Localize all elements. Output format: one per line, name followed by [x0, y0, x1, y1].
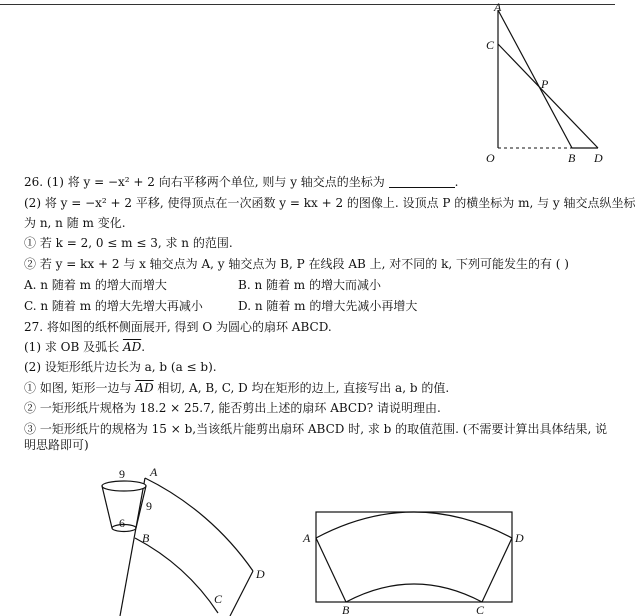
segment-cd	[498, 44, 598, 148]
cup-label-C: C	[214, 592, 223, 606]
q27-line2	[24, 339, 145, 355]
label-O: O	[486, 151, 495, 165]
arc-ad-label-2: $\overline{AD}$	[135, 381, 154, 395]
segment-ab	[498, 10, 572, 148]
label-P: P	[541, 77, 549, 91]
cup-top-diameter: 9	[119, 467, 125, 481]
rect-side-right	[482, 538, 512, 602]
q26-option-b: B. n 随着 m 的增大而减小	[238, 278, 381, 292]
outer-arc	[145, 478, 253, 571]
rect-side-left	[316, 538, 346, 602]
cup-label-A: A	[150, 465, 158, 479]
inner-arc	[135, 538, 218, 613]
q27-sub3: ③ 一矩形纸片的规格为 15 × b,当该纸片能剪出扇环 ABCD 时, 求 b 的取值范围. (不需要计算出具体结果, 说明思路即可)	[24, 422, 608, 452]
q26-line2: (2) 将 y = −x² + 2 平移, 使得顶点在一次函数 y = kx + 2 的图像上. 设顶点 P 的横坐标为 m, 与 y 轴交点纵坐标	[24, 196, 636, 210]
rectangle	[316, 512, 512, 602]
cup-side-left	[102, 486, 112, 528]
rect-label-C: C	[476, 603, 485, 616]
cup-bottom-diameter: 6	[119, 516, 125, 530]
q27-sub1	[24, 380, 449, 396]
radius-left	[120, 478, 145, 616]
rect-label-B: B	[342, 603, 350, 616]
rect-label-D: D	[515, 531, 524, 545]
answer-blank	[389, 176, 455, 188]
q27-line1: 27. 将如图的纸杯侧面展开, 得到 O 为圆心的扇环 ABCD.	[24, 320, 332, 334]
q27-sub2: ② 一矩形纸片规格为 18.2 × 25.7, 能否剪出上述的扇环 ABCD? 请说明理由.	[24, 401, 441, 415]
cup-label-B: B	[142, 531, 150, 545]
q27-line3: (2) 设矩形纸片边长为 a, b (a ≤ b).	[24, 360, 217, 374]
label-B: B	[568, 151, 576, 165]
label-C: C	[486, 38, 495, 52]
cup-rim	[102, 481, 146, 491]
q26-sub2: ② 若 y = kx + 2 与 x 轴交点为 A, y 轴交点为 B, P 在线段 AB 上, 对不同的 k, 下列可能发生的有 ( )	[24, 257, 569, 271]
q27-line2-pre: (1) 求 OB 及弧长	[24, 340, 120, 354]
arc-ad-label: $\overline{AD}$	[122, 340, 142, 354]
q26-line1-text: 26. (1) 将 y = −x² + 2 向右平移两个单位, 则与 y 轴交点的坐标为	[24, 175, 385, 189]
q27-line2-post: .	[141, 340, 146, 354]
rectangle-sector-figure	[298, 500, 538, 616]
cup-side-right	[136, 486, 146, 528]
q26-line1	[24, 174, 458, 190]
q26-sub1: ① 若 k = 2, 0 ≤ m ≤ 3, 求 n 的范围.	[24, 236, 233, 250]
q27-sub1-pre: ① 如图, 矩形一边与	[24, 381, 132, 395]
cup-label-D: D	[256, 567, 265, 581]
q26-option-a: A. n 随着 m 的增大而增大	[24, 278, 167, 292]
q26-option-d: D. n 随着 m 的增大先减小再增大	[238, 299, 418, 313]
cup-side-length: 9	[146, 499, 152, 513]
radius-right	[230, 571, 253, 616]
label-D: D	[594, 151, 603, 165]
q26-line1-end: .	[454, 175, 459, 189]
q26-option-c: C. n 随着 m 的增大先增大再减小	[24, 299, 203, 313]
rect-label-A: A	[303, 531, 311, 545]
cup-sector-figure	[90, 462, 290, 616]
q26-line3: 为 n, n 随 m 变化.	[24, 216, 126, 230]
q27-sub1-post: 相切, A, B, C, D 均在矩形的边上, 直接写出 a, b 的值.	[157, 381, 450, 395]
rect-outer-arc	[316, 512, 512, 538]
rect-inner-arc	[346, 584, 482, 602]
top-geometry-figure	[470, 0, 620, 172]
label-A: A	[494, 0, 502, 14]
